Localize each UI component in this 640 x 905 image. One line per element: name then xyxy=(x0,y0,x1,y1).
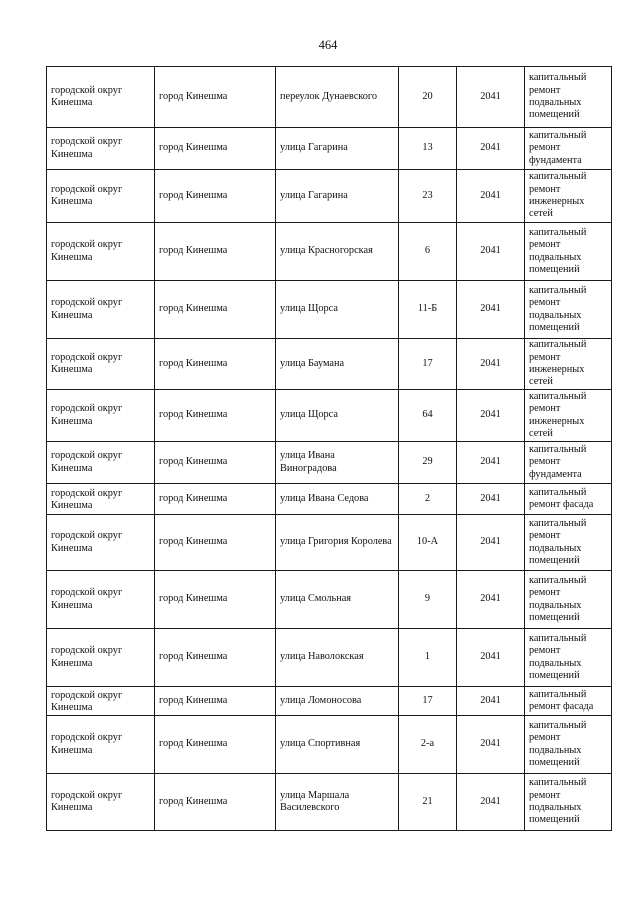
cell-district: городской округ Кинешма xyxy=(47,484,155,515)
table-row xyxy=(47,339,612,390)
cell-house-number: 17 xyxy=(399,339,457,390)
cell-work-type: капитальный ремонт подвальных помещений xyxy=(525,571,612,629)
cell-house-number: 21 xyxy=(399,774,457,831)
cell-district: городской округ Кинешма xyxy=(47,716,155,774)
cell-year: 2041 xyxy=(457,515,525,571)
cell-street: улица Григория Королева xyxy=(276,515,399,571)
cell-settlement: город Кинешма xyxy=(155,774,276,831)
cell-work-type: капитальный ремонт подвальных помещений xyxy=(525,716,612,774)
cell-work-type: капитальный ремонт подвальных помещений xyxy=(525,774,612,831)
cell-street: улица Наволокская xyxy=(276,629,399,687)
cell-house-number: 11-Б xyxy=(399,281,457,339)
cell-work-type: капитальный ремонт фасада xyxy=(525,687,612,716)
cell-settlement: город Кинешма xyxy=(155,390,276,442)
cell-house-number: 29 xyxy=(399,442,457,484)
table-row xyxy=(47,774,612,831)
cell-settlement: город Кинешма xyxy=(155,281,276,339)
repair-schedule-table xyxy=(46,66,612,831)
cell-district: городской округ Кинешма xyxy=(47,128,155,170)
cell-work-type: капитальный ремонт подвальных помещений xyxy=(525,281,612,339)
cell-district: городской округ Кинешма xyxy=(47,390,155,442)
table-row xyxy=(47,687,612,716)
cell-work-type: капитальный ремонт инженерных сетей xyxy=(525,339,612,390)
cell-settlement: город Кинешма xyxy=(155,339,276,390)
cell-work-type: капитальный ремонт подвальных помещений xyxy=(525,515,612,571)
cell-settlement: город Кинешма xyxy=(155,687,276,716)
cell-work-type: капитальный ремонт фасада xyxy=(525,484,612,515)
cell-settlement: город Кинешма xyxy=(155,571,276,629)
cell-year: 2041 xyxy=(457,687,525,716)
cell-district: городской округ Кинешма xyxy=(47,281,155,339)
cell-house-number: 10-А xyxy=(399,515,457,571)
cell-year: 2041 xyxy=(457,716,525,774)
cell-house-number: 17 xyxy=(399,687,457,716)
cell-year: 2041 xyxy=(457,571,525,629)
cell-year: 2041 xyxy=(457,629,525,687)
cell-street: улица Гагарина xyxy=(276,128,399,170)
cell-district: городской округ Кинешма xyxy=(47,339,155,390)
cell-district: городской округ Кинешма xyxy=(47,687,155,716)
cell-street: улица Красногорская xyxy=(276,223,399,281)
cell-year: 2041 xyxy=(457,339,525,390)
cell-district: городской округ Кинешма xyxy=(47,170,155,223)
cell-street: улица Щорса xyxy=(276,281,399,339)
cell-street: улица Ивана Виноградова xyxy=(276,442,399,484)
cell-year: 2041 xyxy=(457,128,525,170)
table-row xyxy=(47,484,612,515)
cell-settlement: город Кинешма xyxy=(155,716,276,774)
table-row xyxy=(47,67,612,128)
cell-settlement: город Кинешма xyxy=(155,629,276,687)
cell-street: улица Ивана Седова xyxy=(276,484,399,515)
table-row xyxy=(47,223,612,281)
cell-district: городской округ Кинешма xyxy=(47,629,155,687)
cell-work-type: капитальный ремонт инженерных сетей xyxy=(525,170,612,223)
cell-settlement: город Кинешма xyxy=(155,484,276,515)
cell-year: 2041 xyxy=(457,442,525,484)
cell-settlement: город Кинешма xyxy=(155,170,276,223)
cell-year: 2041 xyxy=(457,170,525,223)
cell-street: улица Баумана xyxy=(276,339,399,390)
cell-house-number: 13 xyxy=(399,128,457,170)
cell-settlement: город Кинешма xyxy=(155,223,276,281)
cell-house-number: 20 xyxy=(399,67,457,128)
cell-house-number: 6 xyxy=(399,223,457,281)
cell-year: 2041 xyxy=(457,281,525,339)
cell-street: улица Маршала Василевского xyxy=(276,774,399,831)
table-row xyxy=(47,170,612,223)
table-row xyxy=(47,128,612,170)
cell-street: улица Щорса xyxy=(276,390,399,442)
cell-house-number: 64 xyxy=(399,390,457,442)
cell-settlement: город Кинешма xyxy=(155,442,276,484)
cell-district: городской округ Кинешма xyxy=(47,571,155,629)
cell-work-type: капитальный ремонт фундамента xyxy=(525,442,612,484)
cell-street: переулок Дунаевского xyxy=(276,67,399,128)
cell-house-number: 1 xyxy=(399,629,457,687)
cell-house-number: 23 xyxy=(399,170,457,223)
table-row xyxy=(47,716,612,774)
cell-year: 2041 xyxy=(457,223,525,281)
cell-work-type: капитальный ремонт подвальных помещений xyxy=(525,67,612,128)
cell-year: 2041 xyxy=(457,390,525,442)
table-row xyxy=(47,571,612,629)
cell-street: улица Смольная xyxy=(276,571,399,629)
cell-settlement: город Кинешма xyxy=(155,67,276,128)
table-row xyxy=(47,281,612,339)
cell-work-type: капитальный ремонт подвальных помещений xyxy=(525,223,612,281)
cell-house-number: 9 xyxy=(399,571,457,629)
cell-district: городской округ Кинешма xyxy=(47,774,155,831)
cell-settlement: город Кинешма xyxy=(155,128,276,170)
cell-street: улица Спортивная xyxy=(276,716,399,774)
cell-work-type: капитальный ремонт фундамента xyxy=(525,128,612,170)
cell-work-type: капитальный ремонт подвальных помещений xyxy=(525,629,612,687)
cell-district: городской округ Кинешма xyxy=(47,442,155,484)
table-row xyxy=(47,442,612,484)
cell-year: 2041 xyxy=(457,484,525,515)
cell-district: городской округ Кинешма xyxy=(47,223,155,281)
cell-work-type: капитальный ремонт инженерных сетей xyxy=(525,390,612,442)
table-row xyxy=(47,629,612,687)
page-number: 464 xyxy=(318,38,338,52)
table-row xyxy=(47,390,612,442)
cell-settlement: город Кинешма xyxy=(155,515,276,571)
cell-district: городской округ Кинешма xyxy=(47,515,155,571)
table-row xyxy=(47,515,612,571)
cell-house-number: 2 xyxy=(399,484,457,515)
cell-street: улица Ломоносова xyxy=(276,687,399,716)
cell-year: 2041 xyxy=(457,67,525,128)
table-body xyxy=(47,67,612,831)
cell-house-number: 2-а xyxy=(399,716,457,774)
cell-street: улица Гагарина xyxy=(276,170,399,223)
cell-district: городской округ Кинешма xyxy=(47,67,155,128)
cell-year: 2041 xyxy=(457,774,525,831)
